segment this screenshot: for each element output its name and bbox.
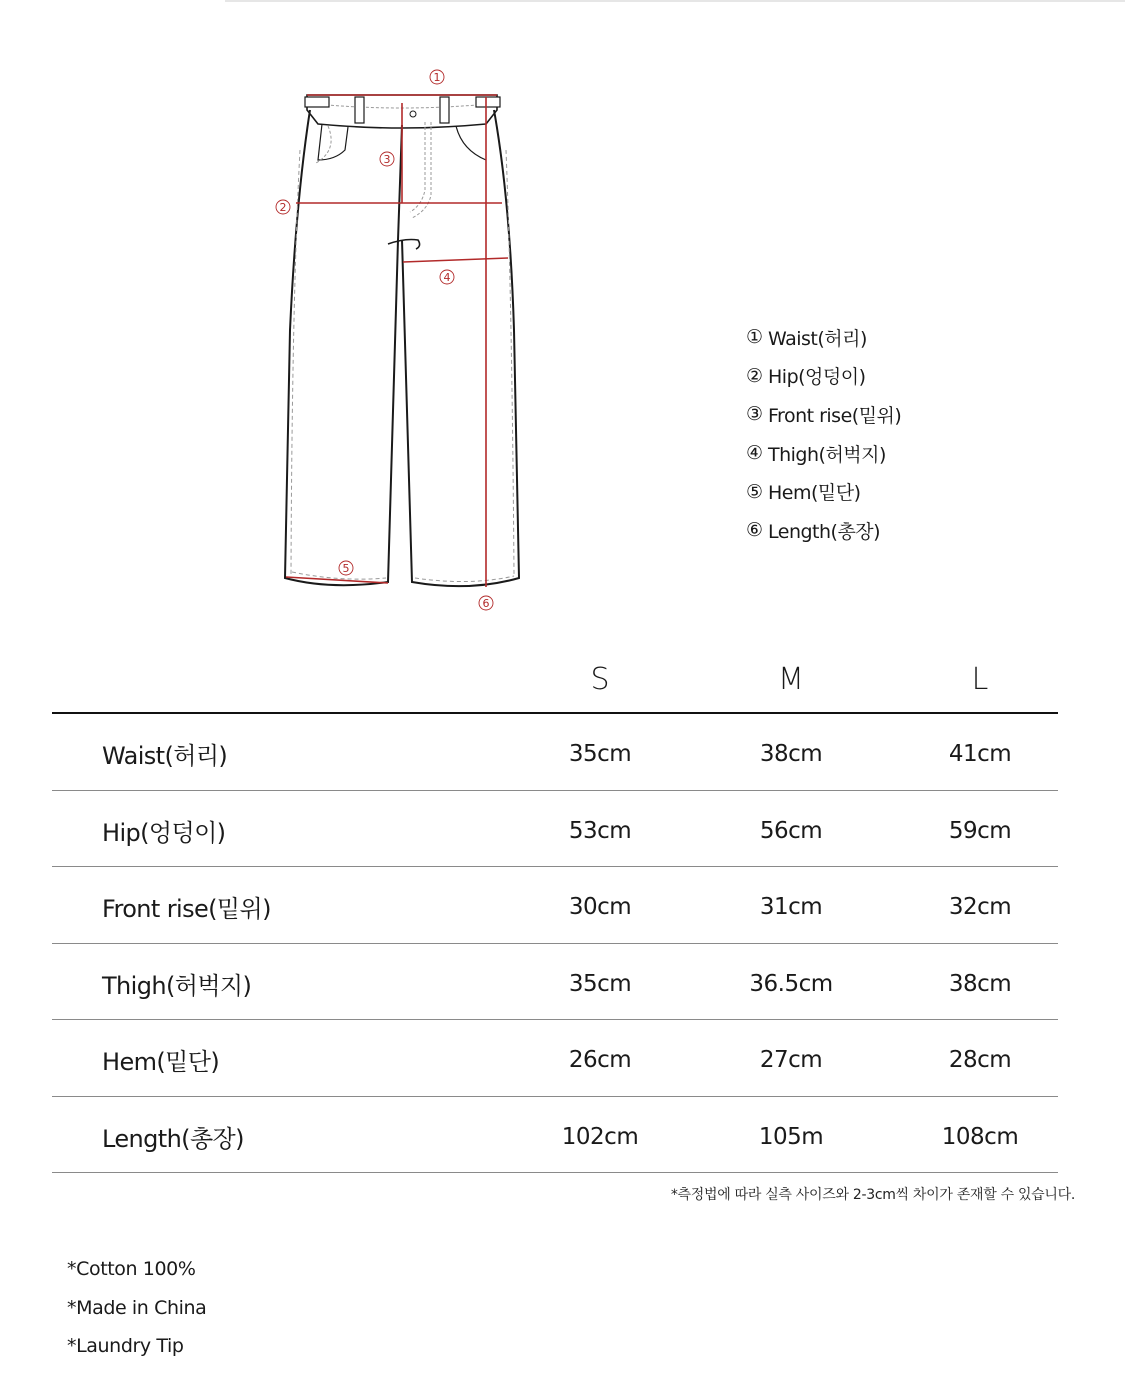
cell-s: 30cm (568, 894, 632, 920)
marker-1-icon: ① (746, 326, 763, 349)
cell-l: 32cm (948, 894, 1012, 920)
cell-s: 102cm (561, 1123, 639, 1150)
svg-text:2: 2 (279, 201, 287, 214)
origin-info: *Made in China (67, 1296, 207, 1319)
table-row (52, 791, 1058, 868)
table-row (52, 714, 1058, 791)
top-divider (225, 0, 1125, 2)
cell-m: 38cm (759, 741, 823, 767)
measurement-legend (746, 318, 901, 550)
material-info: *Cotton 100% (67, 1258, 196, 1280)
svg-text:4: 4 (443, 271, 451, 284)
svg-text:6: 6 (482, 597, 490, 610)
legend-label: Length(총장) (768, 520, 881, 543)
row-label: Hip(엉덩이) (102, 818, 226, 847)
cell-s: 53cm (568, 817, 632, 844)
size-chart-table (52, 650, 1058, 1173)
pants-sketch-icon (260, 55, 540, 625)
legend-item-front-rise (746, 395, 901, 434)
cell-l: 108cm (941, 1123, 1019, 1150)
row-label: Waist(허리) (102, 742, 228, 770)
row-label: Front rise(밑위) (102, 895, 271, 923)
cell-m: 27cm (759, 1047, 823, 1073)
legend-label: Thigh(허벅지) (768, 443, 886, 466)
table-row (52, 944, 1058, 1021)
legend-label: Waist(허리) (768, 327, 867, 350)
legend-item-hem (746, 472, 901, 511)
cell-l: 41cm (948, 741, 1012, 767)
marker-4-icon: ④ (746, 442, 763, 465)
cell-l: 59cm (948, 817, 1012, 844)
marker-2-icon: ② (746, 364, 763, 387)
marker-3-icon: ③ (746, 403, 763, 426)
table-row (52, 867, 1058, 944)
table-row (52, 1020, 1058, 1097)
product-info (67, 1258, 206, 1374)
legend-label: Hip(엉덩이) (768, 366, 866, 389)
row-label: Thigh(허벅지) (102, 971, 252, 1000)
legend-label: Hem(밑단) (768, 482, 861, 505)
legend-item-length (746, 511, 901, 550)
cell-l: 28cm (948, 1047, 1012, 1073)
cell-s: 35cm (568, 970, 632, 997)
pants-measurement-diagram (260, 55, 540, 625)
column-header-l: L (971, 662, 989, 697)
row-label: Hem(밑단) (102, 1048, 220, 1076)
cell-m: 56cm (759, 817, 823, 844)
cell-s: 35cm (568, 741, 632, 767)
row-label: Length(총장) (102, 1124, 244, 1153)
legend-item-thigh (746, 434, 901, 473)
measurement-disclaimer: *측정법에 따라 실측 사이즈와 2-3cm씩 차이가 존재할 수 있습니다. (670, 1187, 1075, 1203)
cell-m: 31cm (759, 894, 823, 920)
column-header-m: M (778, 662, 804, 697)
marker-5-icon: ⑤ (746, 480, 763, 503)
svg-text:3: 3 (383, 153, 391, 166)
svg-text:5: 5 (342, 562, 350, 575)
legend-label: Front rise(밑위) (768, 404, 902, 427)
cell-l: 38cm (948, 970, 1012, 997)
column-header-s: S (590, 662, 610, 697)
marker-6-icon: ⑥ (746, 519, 763, 542)
svg-text:1: 1 (433, 71, 441, 84)
cell-s: 26cm (568, 1047, 632, 1073)
laundry-tip: *Laundry Tip (67, 1335, 184, 1357)
table-header-row (52, 650, 1058, 714)
cell-m: 105m (758, 1123, 824, 1150)
legend-item-waist (746, 318, 901, 357)
cell-m: 36.5cm (749, 970, 833, 997)
table-row (52, 1097, 1058, 1174)
legend-item-hip (746, 357, 901, 396)
